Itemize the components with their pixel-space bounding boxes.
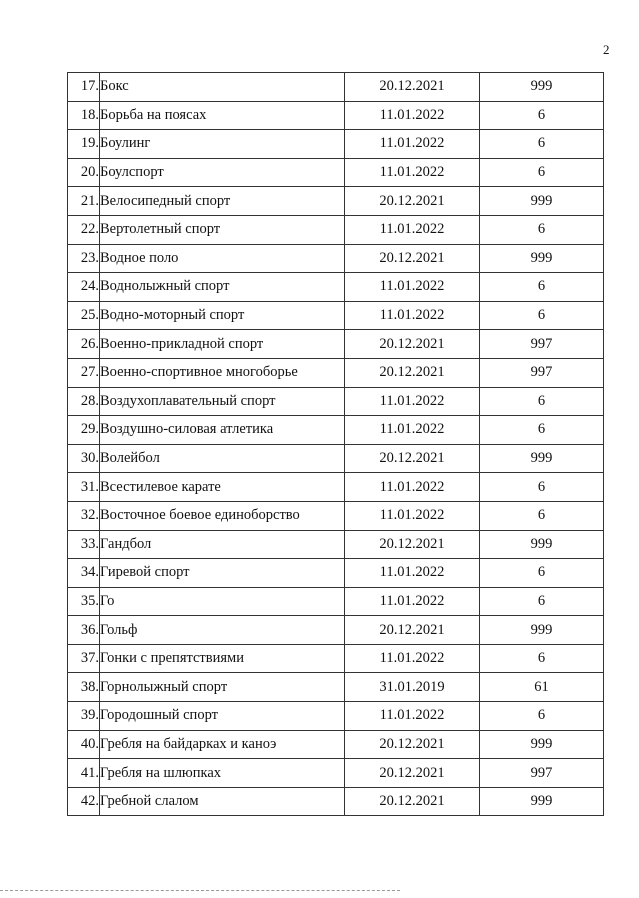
sport-name: Боулспорт bbox=[100, 158, 345, 187]
row-number: 23. bbox=[68, 244, 100, 273]
row-number: 36. bbox=[68, 616, 100, 645]
code-cell: 61 bbox=[480, 673, 604, 702]
code-cell: 997 bbox=[480, 330, 604, 359]
code-cell: 997 bbox=[480, 358, 604, 387]
row-number: 19. bbox=[68, 130, 100, 159]
sport-name: Гиревой спорт bbox=[100, 559, 345, 588]
code-cell: 999 bbox=[480, 244, 604, 273]
date-cell: 20.12.2021 bbox=[345, 759, 480, 788]
table-row bbox=[68, 130, 604, 159]
row-number: 39. bbox=[68, 702, 100, 731]
code-cell: 999 bbox=[480, 787, 604, 816]
table-row bbox=[68, 702, 604, 731]
row-number: 38. bbox=[68, 673, 100, 702]
table-row bbox=[68, 387, 604, 416]
code-cell: 999 bbox=[480, 616, 604, 645]
table-row bbox=[68, 416, 604, 445]
sport-name: Вертолетный спорт bbox=[100, 215, 345, 244]
sport-name: Гольф bbox=[100, 616, 345, 645]
code-cell: 6 bbox=[480, 130, 604, 159]
table-row bbox=[68, 616, 604, 645]
code-cell: 6 bbox=[480, 473, 604, 502]
page-number: 2 bbox=[603, 42, 610, 57]
table-row bbox=[68, 587, 604, 616]
sport-name: Гребля на шлюпках bbox=[100, 759, 345, 788]
date-cell: 11.01.2022 bbox=[345, 644, 480, 673]
table-row bbox=[68, 501, 604, 530]
date-cell: 11.01.2022 bbox=[345, 130, 480, 159]
row-number: 18. bbox=[68, 101, 100, 130]
row-number: 22. bbox=[68, 215, 100, 244]
sport-name: Боулинг bbox=[100, 130, 345, 159]
row-number: 41. bbox=[68, 759, 100, 788]
code-cell: 997 bbox=[480, 759, 604, 788]
sports-table bbox=[67, 72, 604, 816]
row-number: 32. bbox=[68, 501, 100, 530]
code-cell: 6 bbox=[480, 158, 604, 187]
code-cell: 6 bbox=[480, 559, 604, 588]
code-cell: 6 bbox=[480, 301, 604, 330]
code-cell: 999 bbox=[480, 730, 604, 759]
table-row bbox=[68, 301, 604, 330]
row-number: 25. bbox=[68, 301, 100, 330]
code-cell: 999 bbox=[480, 187, 604, 216]
date-cell: 11.01.2022 bbox=[345, 416, 480, 445]
table-row bbox=[68, 444, 604, 473]
date-cell: 20.12.2021 bbox=[345, 530, 480, 559]
code-cell: 6 bbox=[480, 215, 604, 244]
table-row bbox=[68, 473, 604, 502]
code-cell: 6 bbox=[480, 644, 604, 673]
sport-name: Военно-спортивное многоборье bbox=[100, 358, 345, 387]
date-cell: 20.12.2021 bbox=[345, 73, 480, 102]
date-cell: 11.01.2022 bbox=[345, 702, 480, 731]
sport-name: Гребной слалом bbox=[100, 787, 345, 816]
table-row bbox=[68, 273, 604, 302]
date-cell: 11.01.2022 bbox=[345, 101, 480, 130]
sport-name: Восточное боевое единоборство bbox=[100, 501, 345, 530]
row-number: 30. bbox=[68, 444, 100, 473]
date-cell: 20.12.2021 bbox=[345, 730, 480, 759]
code-cell: 999 bbox=[480, 530, 604, 559]
row-number: 40. bbox=[68, 730, 100, 759]
date-cell: 20.12.2021 bbox=[345, 616, 480, 645]
code-cell: 999 bbox=[480, 73, 604, 102]
date-cell: 11.01.2022 bbox=[345, 273, 480, 302]
code-cell: 6 bbox=[480, 587, 604, 616]
date-cell: 11.01.2022 bbox=[345, 301, 480, 330]
sport-name: Воднолыжный спорт bbox=[100, 273, 345, 302]
row-number: 27. bbox=[68, 358, 100, 387]
sport-name: Гандбол bbox=[100, 530, 345, 559]
date-cell: 31.01.2019 bbox=[345, 673, 480, 702]
table-row bbox=[68, 759, 604, 788]
sport-name: Воздушно-силовая атлетика bbox=[100, 416, 345, 445]
code-cell: 999 bbox=[480, 444, 604, 473]
table-row bbox=[68, 158, 604, 187]
table-row bbox=[68, 673, 604, 702]
date-cell: 11.01.2022 bbox=[345, 473, 480, 502]
sport-name: Воздухоплавательный спорт bbox=[100, 387, 345, 416]
sport-name: Волейбол bbox=[100, 444, 345, 473]
date-cell: 11.01.2022 bbox=[345, 387, 480, 416]
date-cell: 20.12.2021 bbox=[345, 358, 480, 387]
sport-name: Горнолыжный спорт bbox=[100, 673, 345, 702]
sport-name: Военно-прикладной спорт bbox=[100, 330, 345, 359]
table-row bbox=[68, 730, 604, 759]
row-number: 31. bbox=[68, 473, 100, 502]
row-number: 17. bbox=[68, 73, 100, 102]
row-number: 42. bbox=[68, 787, 100, 816]
date-cell: 20.12.2021 bbox=[345, 244, 480, 273]
table-row bbox=[68, 187, 604, 216]
row-number: 21. bbox=[68, 187, 100, 216]
row-number: 37. bbox=[68, 644, 100, 673]
table-row bbox=[68, 244, 604, 273]
sport-name: Водное поло bbox=[100, 244, 345, 273]
code-cell: 6 bbox=[480, 387, 604, 416]
date-cell: 20.12.2021 bbox=[345, 330, 480, 359]
scan-artifact-line bbox=[0, 890, 400, 891]
sport-name: Гребля на байдарках и каноэ bbox=[100, 730, 345, 759]
row-number: 34. bbox=[68, 559, 100, 588]
sport-name: Всестилевое карате bbox=[100, 473, 345, 502]
date-cell: 11.01.2022 bbox=[345, 158, 480, 187]
date-cell: 20.12.2021 bbox=[345, 187, 480, 216]
code-cell: 6 bbox=[480, 101, 604, 130]
row-number: 24. bbox=[68, 273, 100, 302]
table-row bbox=[68, 330, 604, 359]
sport-name: Го bbox=[100, 587, 345, 616]
code-cell: 6 bbox=[480, 501, 604, 530]
date-cell: 11.01.2022 bbox=[345, 215, 480, 244]
sport-name: Гонки с препятствиями bbox=[100, 644, 345, 673]
code-cell: 6 bbox=[480, 416, 604, 445]
sports-table-body bbox=[68, 73, 604, 816]
row-number: 26. bbox=[68, 330, 100, 359]
row-number: 20. bbox=[68, 158, 100, 187]
date-cell: 11.01.2022 bbox=[345, 501, 480, 530]
date-cell: 20.12.2021 bbox=[345, 787, 480, 816]
row-number: 35. bbox=[68, 587, 100, 616]
sport-name: Водно-моторный спорт bbox=[100, 301, 345, 330]
table-row bbox=[68, 215, 604, 244]
row-number: 28. bbox=[68, 387, 100, 416]
code-cell: 6 bbox=[480, 273, 604, 302]
code-cell: 6 bbox=[480, 702, 604, 731]
table-row bbox=[68, 101, 604, 130]
sport-name: Велосипедный спорт bbox=[100, 187, 345, 216]
sport-name: Бокс bbox=[100, 73, 345, 102]
table-row bbox=[68, 644, 604, 673]
date-cell: 11.01.2022 bbox=[345, 559, 480, 588]
table-row bbox=[68, 358, 604, 387]
table-row bbox=[68, 559, 604, 588]
row-number: 29. bbox=[68, 416, 100, 445]
sport-name: Городошный спорт bbox=[100, 702, 345, 731]
table-row bbox=[68, 73, 604, 102]
table-row bbox=[68, 787, 604, 816]
table-row bbox=[68, 530, 604, 559]
date-cell: 20.12.2021 bbox=[345, 444, 480, 473]
date-cell: 11.01.2022 bbox=[345, 587, 480, 616]
sport-name: Борьба на поясах bbox=[100, 101, 345, 130]
row-number: 33. bbox=[68, 530, 100, 559]
